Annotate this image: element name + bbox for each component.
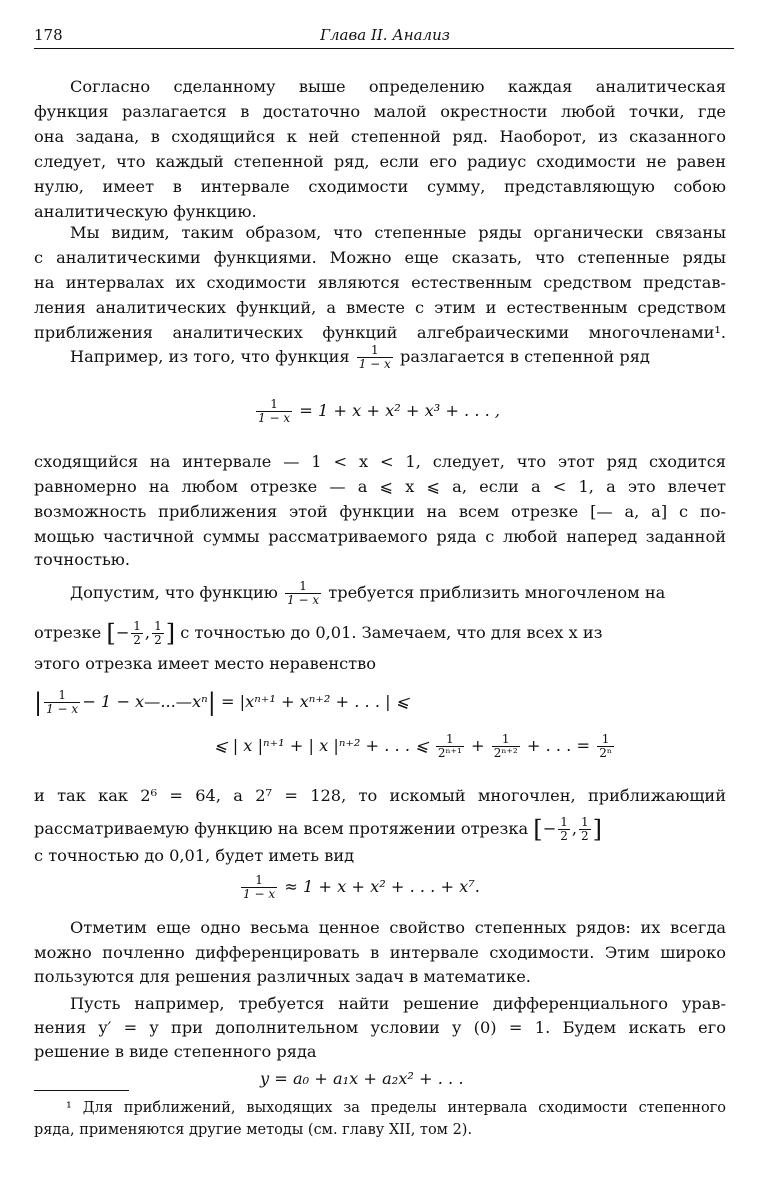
text-line: нения y′ = y при дополнительном условии y (0) = 1. Будем искать его <box>34 1018 726 1037</box>
expression: = |xⁿ⁺¹ + xⁿ⁺² + . . . | ⩽ <box>220 692 410 711</box>
text-line: аналитическую функцию. <box>34 202 257 221</box>
denominator: 1 − x <box>46 702 79 716</box>
footnote-rule <box>34 1090 129 1091</box>
denominator: 1 − x <box>358 357 391 371</box>
numerator: 1 <box>256 398 292 412</box>
denominator: 2ⁿ⁺¹ <box>437 746 462 760</box>
denominator: 2 <box>560 829 568 843</box>
equation-rhs: ≈ 1 + x + x² + . . . + x⁷. <box>284 877 480 896</box>
numerator: 1 <box>357 344 393 358</box>
text-line <box>34 816 726 843</box>
numerator: 1 <box>436 733 464 747</box>
text-line: решение в виде степенного ряда <box>34 1042 317 1061</box>
denominator: 1 − x <box>258 411 291 425</box>
denominator: 1 − x <box>287 593 320 607</box>
page-number: 178 <box>34 26 63 44</box>
fraction <box>492 733 520 760</box>
text-line: с аналитическими функциями. Можно еще сказать, что степенные ряды <box>34 248 726 267</box>
denominator: 2ⁿ <box>599 746 613 760</box>
numerator: 1 <box>492 733 520 747</box>
text-line: ления аналитических функций, а вместе с этим и естественным средством <box>34 298 726 317</box>
text-line: этого отрезка имеет место неравенство <box>34 654 376 673</box>
expression: − 1 − x—...—xⁿ <box>82 692 208 711</box>
text-line: Пусть например, требуется найти решение дифференциального урав- <box>70 994 726 1013</box>
numerator: 1 <box>133 619 141 633</box>
numerator: 1 <box>597 733 614 747</box>
fraction <box>579 816 591 843</box>
comma: , <box>571 819 578 838</box>
expression: ⩽ | x |ⁿ⁺¹ + | x |ⁿ⁺² + . . . ⩽ <box>214 736 429 755</box>
text-line: пользуются для решения различных задач в математике. <box>34 967 531 986</box>
plus-sign: + <box>471 736 485 755</box>
text-line: можно почленно дифференцировать в интервале сходимости. Этим широко <box>34 943 726 962</box>
fraction <box>256 398 292 425</box>
denominator: 2 <box>154 633 162 647</box>
left-bracket: [ <box>106 619 116 648</box>
abs-bar: | <box>207 688 216 717</box>
footnote-line: ряда, применяются другие методы (см. главу XII, том 2). <box>34 1122 473 1138</box>
text-span: отрезке <box>34 623 102 642</box>
text-line: она задана, в сходящийся к ней степенной ряд. Наоборот, из сказанного <box>34 127 726 146</box>
text-line <box>34 344 762 371</box>
fraction <box>152 620 164 647</box>
numerator: 1 <box>581 815 589 829</box>
text-line <box>34 620 726 647</box>
denominator: 1 − x <box>243 887 276 901</box>
chapter-title: Глава II. Анализ <box>320 26 450 44</box>
right-bracket: ] <box>165 619 176 648</box>
comma: , <box>144 623 151 642</box>
expression: + . . . = <box>526 736 591 755</box>
denominator: 2 <box>581 829 589 843</box>
fraction <box>285 580 321 607</box>
minus-sign: − <box>115 623 130 642</box>
fraction <box>436 733 464 760</box>
numerator: 1 <box>154 619 162 633</box>
numerator: 1 <box>560 815 568 829</box>
text-span: Допустим, что функцию <box>70 583 278 602</box>
text-line: Согласно сделанному выше определению каждая аналитическая <box>70 77 726 96</box>
running-header <box>34 26 736 48</box>
denominator: 2 <box>133 633 141 647</box>
display-equation <box>34 398 773 425</box>
text-line: сходящийся на интервале — 1 < x < 1, следует, что этот ряд сходится <box>34 452 726 471</box>
display-equation <box>34 874 726 901</box>
text-span: с точностью до 0,01. Замечаем, что для всех x из <box>180 623 603 642</box>
text-span: разлагается в степенной ряд <box>399 347 650 366</box>
fraction <box>241 874 277 901</box>
text-line: равномерно на любом отрезке — a ⩽ x ⩽ a, если a < 1, а это влечет <box>34 477 726 496</box>
text-span: Например, из того, что функция <box>70 347 350 366</box>
footnote-line: ¹ Для приближений, выходящих за пределы интервала сходимости степенного <box>66 1100 726 1116</box>
text-line: Мы видим, таким образом, что степенные ряды органически связаны <box>70 223 726 242</box>
inequality-line <box>34 689 726 716</box>
text-line: и так как 2⁶ = 64, а 2⁷ = 128, то искомый многочлен, приближающий <box>34 786 726 805</box>
text-line: мощью частичной суммы рассматриваемого ряда с любой наперед заданной <box>34 527 726 546</box>
text-line: следует, что каждый степенной ряд, если его радиус сходимости не равен <box>34 152 726 171</box>
right-bracket: ] <box>592 815 603 844</box>
denominator: 2ⁿ⁺² <box>493 746 518 760</box>
left-bracket: [ <box>533 815 543 844</box>
text-span: требуется приблизить многочленом на <box>328 583 666 602</box>
fraction <box>558 816 570 843</box>
text-line: Отметим еще одно весьма ценное свойство степенных рядов: их всегда <box>70 918 726 937</box>
text-line: точностью. <box>34 550 131 569</box>
fraction <box>357 344 393 371</box>
text-line: функция разлагается в достаточно малой окрестности любой точки, где <box>34 102 726 121</box>
minus-sign: − <box>542 819 557 838</box>
fraction <box>44 689 80 716</box>
text-line: приближения аналитических функций алгебраическими многочленами¹. <box>34 323 726 342</box>
inequality-line <box>34 733 726 760</box>
text-line <box>34 580 762 607</box>
numerator: 1 <box>241 874 277 888</box>
text-line: на интервалах их сходимости являются естественным средством представ- <box>34 273 726 292</box>
text-line: возможность приближения этой функции на всем отрезке [— a, a] с по- <box>34 502 726 521</box>
fraction <box>131 620 143 647</box>
numerator: 1 <box>285 580 321 594</box>
abs-bar: | <box>34 688 43 717</box>
header-rule <box>34 48 734 49</box>
text-line: с точностью до 0,01, будет иметь вид <box>34 846 355 865</box>
text-line: нулю, имеет в интервале сходимости сумму, представляющую собою <box>34 177 726 196</box>
text-span: рассматриваемую функцию на всем протяжении отрезка <box>34 819 529 838</box>
fraction <box>597 733 614 760</box>
numerator: 1 <box>44 689 80 703</box>
equation-rhs: = 1 + x + x² + x³ + . . . , <box>299 401 501 420</box>
display-equation: y = a₀ + a₁x + a₂x² + . . . <box>260 1069 464 1088</box>
